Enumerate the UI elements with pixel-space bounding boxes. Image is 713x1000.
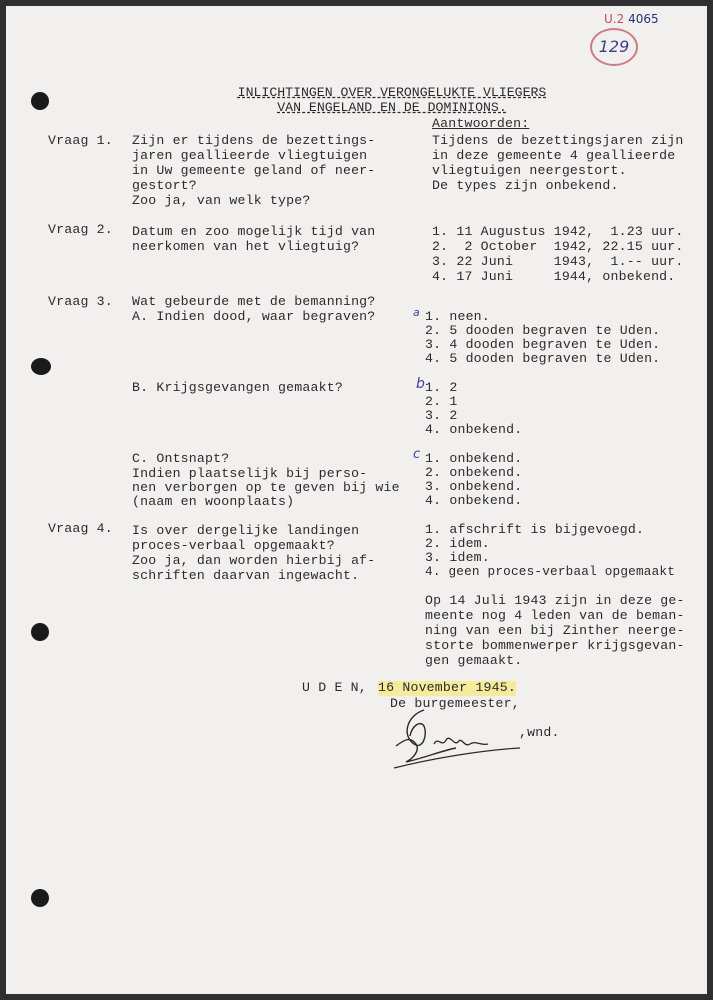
note-line: ning van een bij Zinther neerge- — [425, 623, 685, 638]
handwritten-mark-c: c — [413, 447, 421, 462]
answer-line: Tijdens de bezettingsjaren zijn — [432, 133, 684, 148]
question-text-line: Is over dergelijke landingen — [132, 523, 360, 538]
question-text-line: C. Ontsnapt? — [132, 451, 230, 466]
signature-suffix: ,wnd. — [519, 725, 560, 740]
punch-hole — [31, 623, 49, 641]
question-text-line: in Uw gemeente geland of neer- — [132, 163, 376, 178]
question-label: Vraag 3. — [48, 294, 113, 309]
answer-line: 2. 2 October 1942, 22.15 uur. — [432, 239, 684, 254]
answer-line: vliegtuigen neergestort. — [432, 163, 627, 178]
question-text-line: gestort? — [132, 178, 197, 193]
answer-line: 1. onbekend. — [425, 451, 523, 466]
note-line: Op 14 Juli 1943 zijn in deze ge- — [425, 593, 685, 608]
question-text-line: Zoo ja, van welk type? — [132, 193, 311, 208]
question-text-line: B. Krijgsgevangen gemaakt? — [132, 380, 343, 395]
archive-number: 4065 — [628, 12, 659, 26]
punch-hole — [31, 358, 51, 375]
answers-heading: Aantwoorden: — [432, 116, 530, 131]
answer-line: 2. 5 dooden begraven te Uden. — [425, 323, 661, 338]
answer-line: 3. idem. — [425, 550, 490, 565]
answer-line: 3. 4 dooden begraven te Uden. — [425, 337, 661, 352]
question-text-line: Datum en zoo mogelijk tijd van — [132, 224, 376, 239]
punch-hole — [31, 92, 49, 110]
circled-page-number: 129 — [590, 28, 638, 66]
answer-line: 2. 1 — [425, 394, 458, 409]
question-text-line: Zijn er tijdens de bezettings- — [132, 133, 376, 148]
date: 16 November 1945. — [378, 680, 516, 695]
answer-line: 1. 2 — [425, 380, 458, 395]
answer-line: 1. 11 Augustus 1942, 1.23 uur. — [432, 224, 684, 239]
answer-line: De types zijn onbekend. — [432, 178, 619, 193]
handwritten-signature — [384, 696, 524, 776]
note-line: meente nog 4 leden van de beman- — [425, 608, 685, 623]
answer-line: 1. afschrift is bijgevoegd. — [425, 522, 645, 537]
punch-hole — [31, 889, 49, 907]
question-text-line: A. Indien dood, waar begraven? — [132, 309, 376, 324]
question-text-line: Wat gebeurde met de bemanning? — [132, 294, 376, 309]
handwritten-mark-a: a — [413, 306, 420, 319]
archive-mark — [604, 12, 659, 26]
handwritten-mark-b: b — [416, 376, 425, 392]
answer-line: 4. 17 Juni 1944, onbekend. — [432, 269, 676, 284]
answer-line: 4. 5 dooden begraven te Uden. — [425, 351, 661, 366]
question-text-line: proces-verbaal opgemaakt? — [132, 538, 335, 553]
document-title — [222, 85, 562, 115]
question-label: Vraag 2. — [48, 222, 113, 237]
question-text-line: neerkomen van het vliegtuig? — [132, 239, 360, 254]
archive-prefix: U.2 — [604, 12, 625, 26]
place-name: U D E N, — [302, 680, 367, 695]
note-line: gen gemaakt. — [425, 653, 523, 668]
question-label: Vraag 1. — [48, 133, 113, 148]
question-text-line: Zoo ja, dan worden hierbij af- — [132, 553, 376, 568]
question-label: Vraag 4. — [48, 521, 113, 536]
answer-line: 2. idem. — [425, 536, 490, 551]
answer-line: in deze gemeente 4 geallieerde — [432, 148, 676, 163]
signatory-role: De burgemeester, — [390, 696, 520, 711]
question-text-line: jaren geallieerde vliegtuigen — [132, 148, 368, 163]
answer-line: 1. neen. — [425, 309, 490, 324]
answer-line: 4. geen proces-verbaal opgemaakt — [425, 564, 676, 579]
question-text-line: nen verborgen op te geven bij wie — [132, 480, 400, 495]
document-page — [6, 6, 707, 994]
question-text-line: schriften daarvan ingewacht. — [132, 568, 360, 583]
answer-line: 3. 22 Juni 1943, 1.-- uur. — [432, 254, 684, 269]
question-text-line: (naam en woonplaats) — [132, 494, 295, 509]
question-text-line: Indien plaatselijk bij perso- — [132, 466, 368, 481]
title-line-1: INLICHTINGEN OVER VERONGELUKTE VLIEGERS — [237, 85, 547, 100]
note-line: storte bommenwerper krijgsgevan- — [425, 638, 685, 653]
title-line-2: VAN ENGELAND EN DE DOMINIONS. — [277, 100, 507, 115]
answer-line: 3. 2 — [425, 408, 458, 423]
answer-line: 3. onbekend. — [425, 479, 523, 494]
answer-line: 4. onbekend. — [425, 422, 523, 437]
answer-line: 4. onbekend. — [425, 493, 523, 508]
answer-line: 2. onbekend. — [425, 465, 523, 480]
